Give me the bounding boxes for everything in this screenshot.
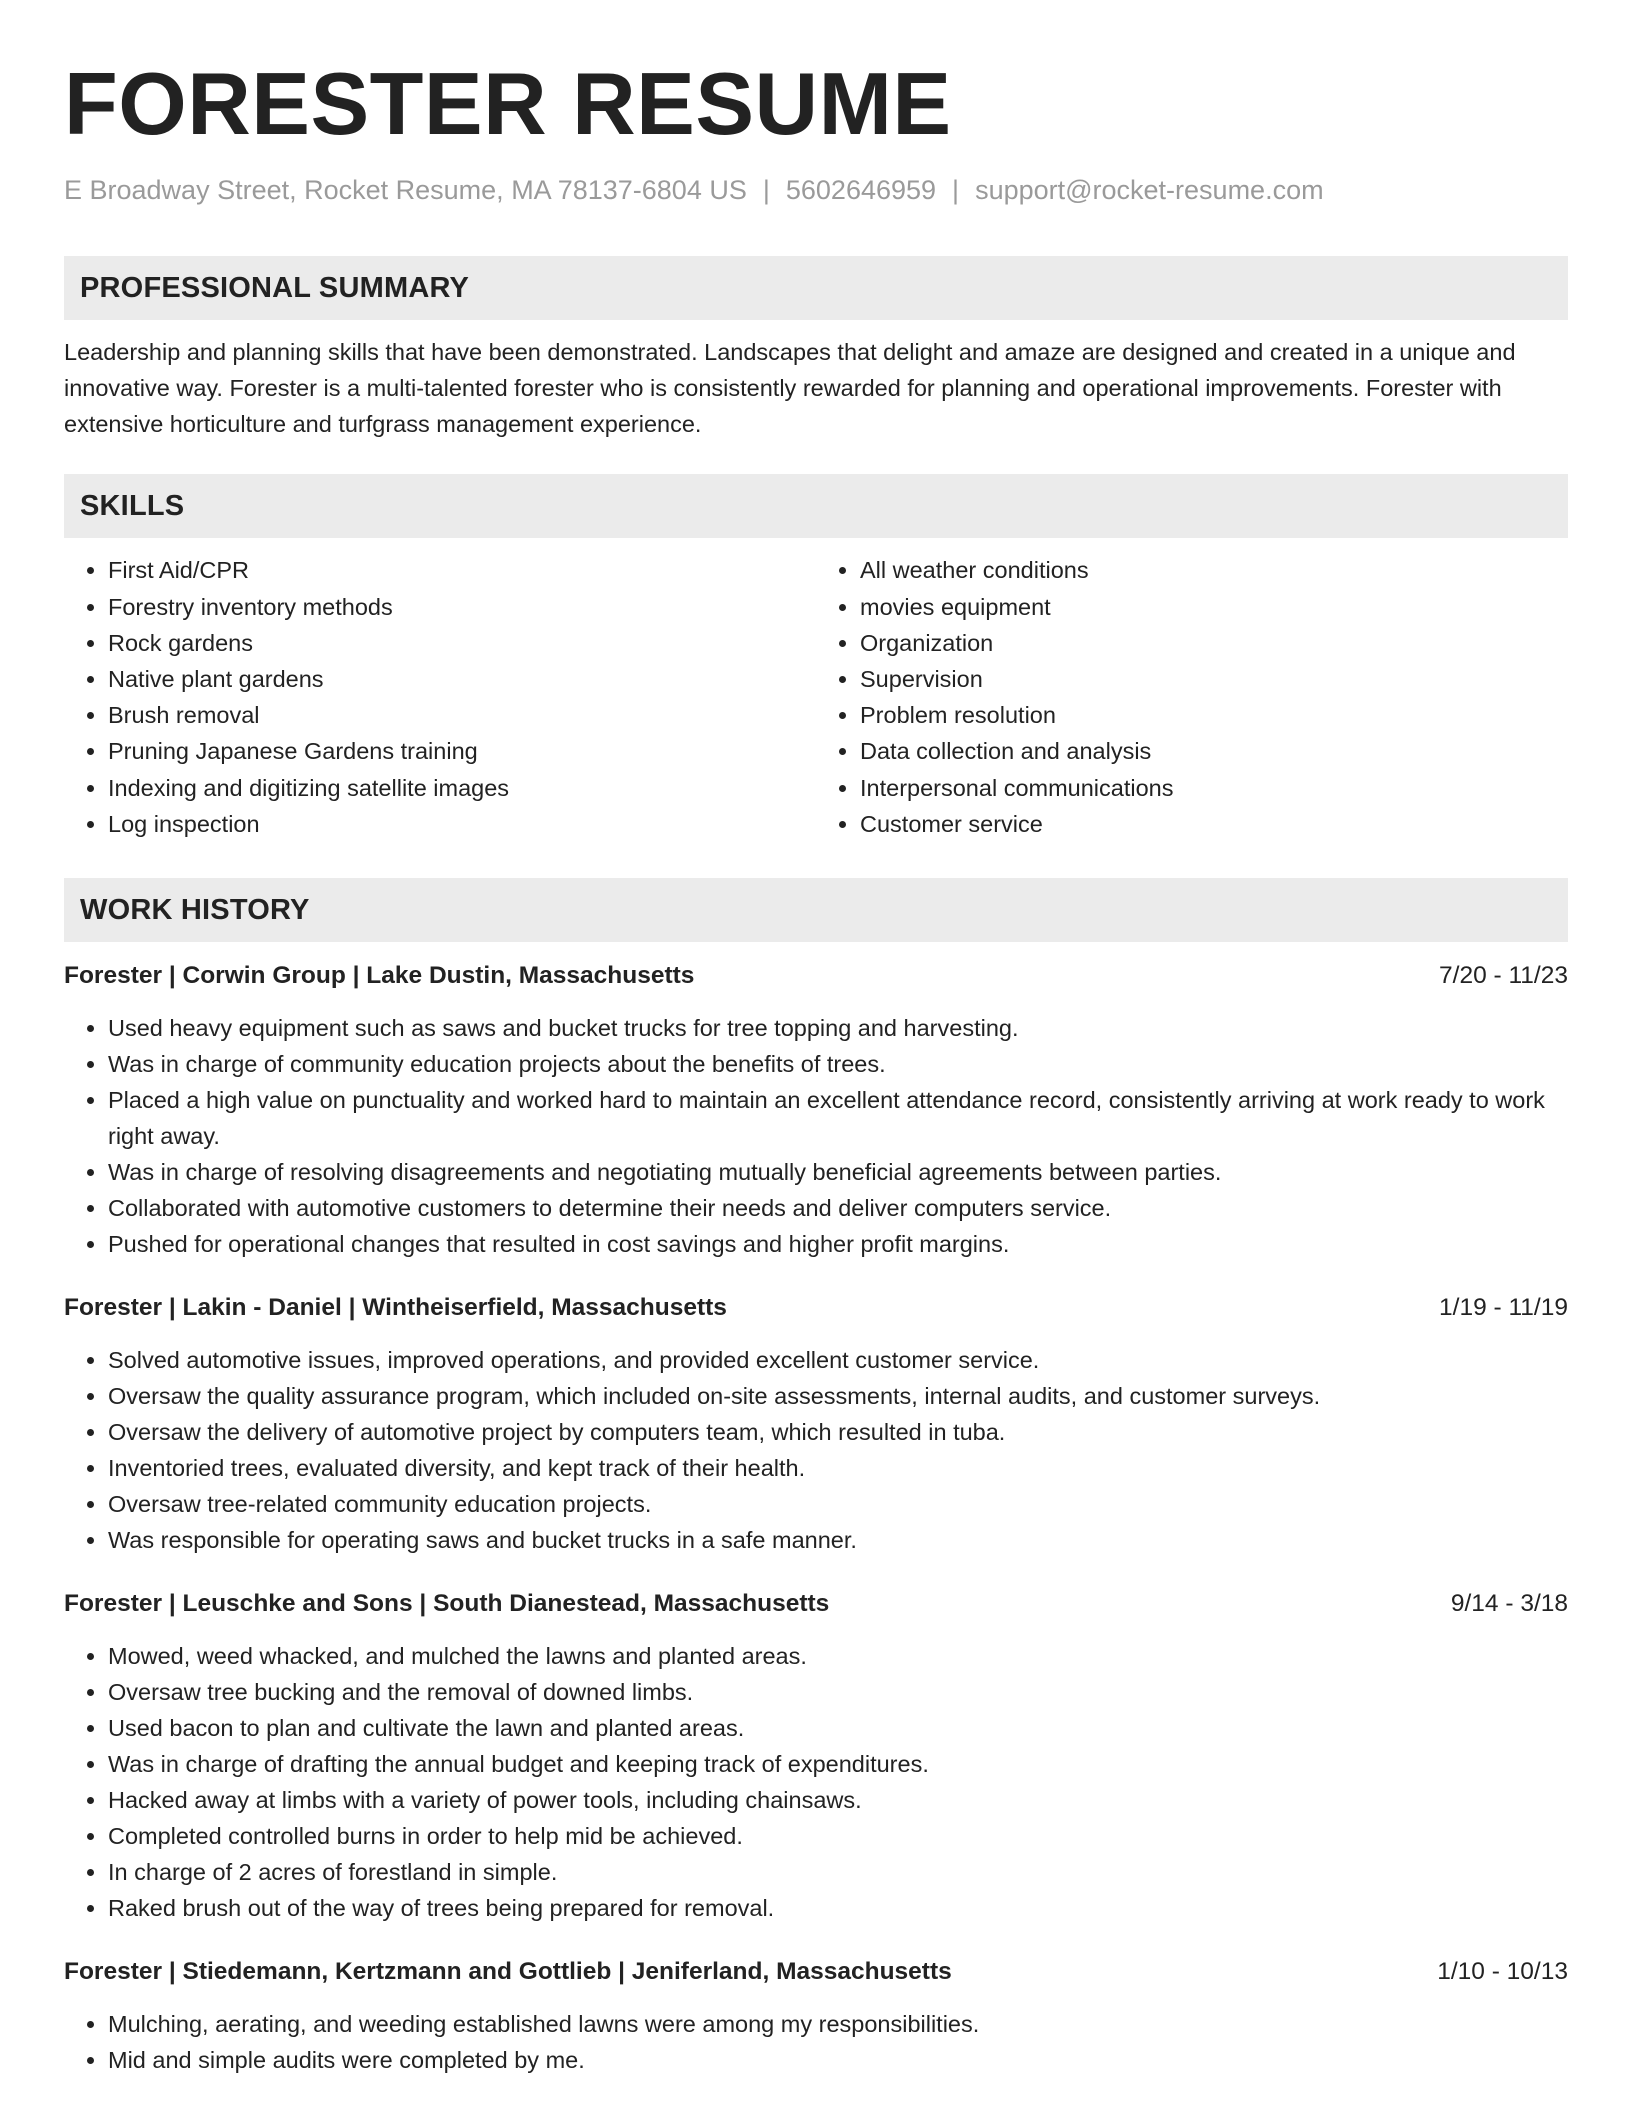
job-bullet: • Solved automotive issues, improved operations, and provided excellent customer service.: [108, 1342, 1568, 1378]
job-bullet: • Mulching, aerating, and weeding established lawns were among my responsibilities.: [108, 2006, 1568, 2042]
contact-separator: |: [952, 175, 960, 205]
job-dates: 7/20 - 11/23: [1439, 962, 1568, 990]
skill-item: • Rock gardens: [108, 625, 816, 661]
skill-item: • Problem resolution: [860, 697, 1568, 733]
job-heading: [64, 958, 1568, 994]
job-dates: 9/14 - 3/18: [1450, 1590, 1568, 1618]
job-title: Forester | Leuschke and Sons | South Dianestead, Massachusetts: [64, 1590, 830, 1618]
contact-phone: 5602646959: [785, 175, 937, 205]
skill-item: • Indexing and digitizing satellite images: [108, 770, 816, 806]
job-entry: [64, 1290, 1568, 1558]
job-bullet: • Pushed for operational changes that resulted in cost savings and higher profit margins.: [108, 1226, 1568, 1262]
skill-item: • Forestry inventory methods: [108, 589, 816, 625]
skills-list-left: [64, 552, 816, 842]
skill-item: • Log inspection: [108, 806, 816, 842]
skill-item: • Brush removal: [108, 697, 816, 733]
job-bullet: • Collaborated with automotive customers to determine their needs and deliver computers service.: [108, 1190, 1568, 1226]
job-bullet: • Inventoried trees, evaluated diversity, and kept track of their health.: [108, 1450, 1568, 1486]
skill-item: • Organization: [860, 625, 1568, 661]
section-header-work-history: WORK HISTORY: [64, 878, 1568, 942]
job-title: Forester | Corwin Group | Lake Dustin, Massachusetts: [64, 962, 695, 990]
job-bullet: • Placed a high value on punctuality and worked hard to maintain an excellent attendance record, consistently arriving at work ready to work right away.: [108, 1082, 1568, 1154]
skill-item: • Supervision: [860, 661, 1568, 697]
job-heading: [64, 1954, 1568, 1990]
job-bullet: • Mid and simple audits were completed by me.: [108, 2042, 1568, 2078]
job-bullet-list: [64, 1342, 1568, 1558]
contact-line: [64, 174, 1568, 206]
job-bullet: • Was in charge of drafting the annual budget and keeping track of expenditures.: [108, 1746, 1568, 1782]
skill-item: • Data collection and analysis: [860, 733, 1568, 769]
job-title: Forester | Lakin - Daniel | Wintheiserfield, Massachusetts: [64, 1294, 727, 1322]
job-bullet: • Raked brush out of the way of trees being prepared for removal.: [108, 1890, 1568, 1926]
job-entry: [64, 1586, 1568, 1926]
job-heading: [64, 1290, 1568, 1326]
job-bullet: • Hacked away at limbs with a variety of power tools, including chainsaws.: [108, 1782, 1568, 1818]
contact-email: support@rocket-resume.com: [975, 175, 1324, 205]
job-dates: 1/19 - 11/19: [1439, 1294, 1568, 1322]
job-bullet: • Oversaw the quality assurance program, which included on-site assessments, internal audits, and customer surveys.: [108, 1378, 1568, 1414]
skills-list-right: [816, 552, 1568, 842]
job-bullet: • Used bacon to plan and cultivate the lawn and planted areas.: [108, 1710, 1568, 1746]
job-bullet: • Was responsible for operating saws and bucket trucks in a safe manner.: [108, 1522, 1568, 1558]
skills-grid: [64, 552, 1568, 842]
job-bullet-list: [64, 1010, 1568, 1262]
job-bullet: • Oversaw the delivery of automotive project by computers team, which resulted in tuba.: [108, 1414, 1568, 1450]
job-entry: [64, 1954, 1568, 2078]
job-bullet: • Mowed, weed whacked, and mulched the lawns and planted areas.: [108, 1638, 1568, 1674]
skill-item: • movies equipment: [860, 589, 1568, 625]
contact-address: E Broadway Street, Rocket Resume, MA 78137-6804 US: [64, 175, 747, 205]
skill-item: • Customer service: [860, 806, 1568, 842]
job-heading: [64, 1586, 1568, 1622]
skill-item: • Interpersonal communications: [860, 770, 1568, 806]
job-bullet: • Oversaw tree bucking and the removal of downed limbs.: [108, 1674, 1568, 1710]
section-header-skills: SKILLS: [64, 474, 1568, 538]
section-header-summary: PROFESSIONAL SUMMARY: [64, 256, 1568, 320]
job-title: Forester | Stiedemann, Kertzmann and Gottlieb | Jeniferland, Massachusetts: [64, 1958, 952, 1986]
skill-item: • All weather conditions: [860, 552, 1568, 588]
job-bullet: • Completed controlled burns in order to help mid be achieved.: [108, 1818, 1568, 1854]
job-bullet: • Used heavy equipment such as saws and bucket trucks for tree topping and harvesting.: [108, 1010, 1568, 1046]
job-entry: [64, 958, 1568, 1262]
job-dates: 1/10 - 10/13: [1437, 1958, 1568, 1986]
job-bullet: • Was in charge of resolving disagreements and negotiating mutually beneficial agreements between parties.: [108, 1154, 1568, 1190]
contact-separator: |: [762, 175, 770, 205]
skill-item: • First Aid/CPR: [108, 552, 816, 588]
job-bullet-list: [64, 1638, 1568, 1926]
skill-item: • Pruning Japanese Gardens training: [108, 733, 816, 769]
job-bullet: • In charge of 2 acres of forestland in simple.: [108, 1854, 1568, 1890]
job-bullet-list: [64, 2006, 1568, 2078]
job-bullet: • Oversaw tree-related community education projects.: [108, 1486, 1568, 1522]
summary-text: Leadership and planning skills that have been demonstrated. Landscapes that delight and amaze are designed and created in a unique and innovative way. Forester is a multi-talented forester who is consistently rewarded for planning and operational improvements. Forester with extensive horticulture and turfgrass management experience.: [64, 339, 1516, 438]
job-bullet: • Was in charge of community education projects about the benefits of trees.: [108, 1046, 1568, 1082]
skill-item: • Native plant gardens: [108, 661, 816, 697]
resume-title: FORESTER RESUME: [64, 54, 952, 153]
